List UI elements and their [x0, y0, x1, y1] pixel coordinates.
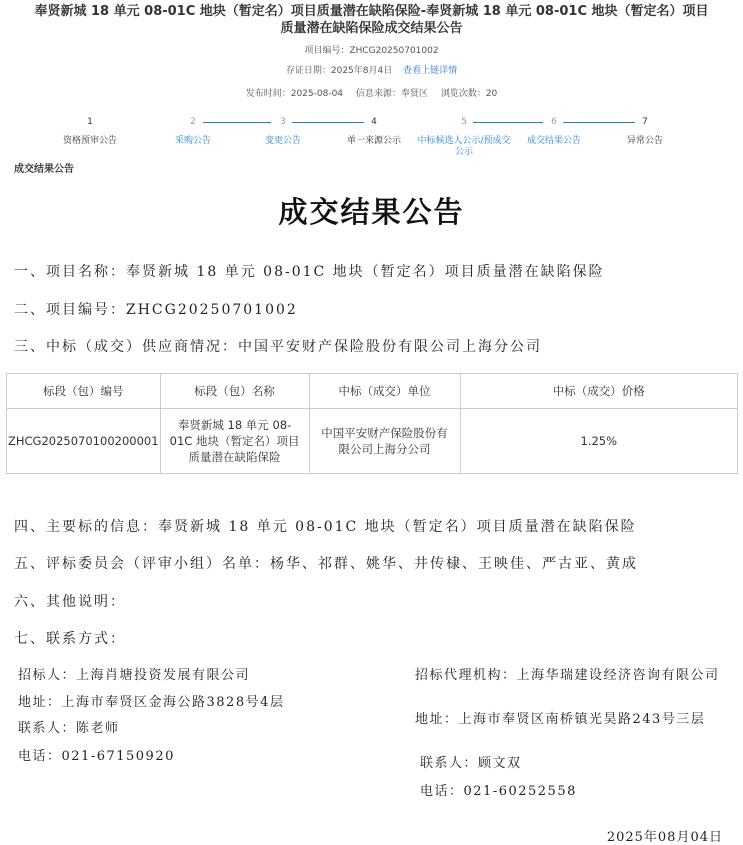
item-contact: 七、联系方式： — [14, 631, 126, 647]
table-header-row — [7, 374, 738, 409]
header-title-line1: 奉贤新城 18 单元 08-01C 地块（暂定名）项目质量潜在缺陷保险-奉贤新城 18 单元 08-01C 地块（暂定名）项目 — [34, 4, 709, 19]
table-header: 标段（包）名称 — [160, 374, 309, 409]
table-header: 标段（包）编号 — [7, 374, 161, 409]
agency-address: 地址：上海市奉贤区南桥镇光昊路243号三层 — [415, 712, 706, 727]
step-number: 5 — [461, 117, 467, 127]
table-row — [7, 409, 738, 474]
tenderer: 招标人：上海肖塘投资发展有限公司 — [18, 668, 251, 683]
agency-phone: 电话：021-60252558 — [420, 784, 577, 799]
header-title-line2: 质量潜在缺陷保险成交结果公告 — [280, 21, 463, 36]
step-3[interactable] — [243, 116, 323, 147]
step-number: 7 — [642, 117, 648, 127]
step-2[interactable] — [153, 116, 233, 147]
step-6[interactable] — [514, 116, 594, 147]
item-supplier: 三、中标（成交）供应商情况：中国平安财产保险股份有限公司上海分公司 — [14, 339, 542, 355]
publish-time: 发布时间：2025-08-04 — [245, 89, 344, 99]
step-label: 中标候选人公示/预成交公示 — [417, 136, 511, 157]
table-cell: ZHCG2025070100200001 — [7, 409, 161, 474]
step-label: 成交结果公告 — [526, 136, 581, 146]
publish-info — [0, 86, 743, 99]
agency: 招标代理机构：上海华瑞建设经济咨询有限公司 — [415, 668, 720, 683]
process-steps — [0, 116, 743, 166]
item-committee: 五、评标委员会（评审小组）名单：杨华、祁群、姚华、井传棣、王映佳、严古亚、黄成 — [14, 556, 638, 572]
step-number: 6 — [551, 117, 557, 127]
tenderer-phone: 电话：021-67150920 — [18, 749, 175, 764]
step-4[interactable] — [334, 116, 414, 147]
view-count: 浏览次数：20 — [440, 89, 498, 99]
tenderer-address: 地址：上海市奉贤区金海公路3828号4层 — [18, 695, 285, 710]
step-label: 变更公告 — [264, 136, 301, 146]
chain-detail-link[interactable]: 查看上链详情 — [403, 66, 458, 76]
step-label: 资格预审公告 — [62, 136, 117, 146]
storage-info — [0, 63, 743, 76]
result-table — [6, 373, 738, 474]
project-number: 项目编号：ZHCG20250701002 — [304, 46, 439, 56]
step-7[interactable] — [605, 116, 685, 147]
agency-contact: 联系人：顾文双 — [420, 756, 522, 771]
announcement-header-title — [0, 3, 743, 37]
table-cell: 中国平安财产保险股份有限公司上海分公司 — [309, 409, 460, 474]
announcement-date: 2025年08月04日 — [606, 830, 723, 845]
page-title: 成交结果公告 — [278, 195, 465, 229]
step-number: 1 — [87, 117, 93, 127]
table-header: 中标（成交）价格 — [460, 374, 737, 409]
tenderer-contact: 联系人：陈老师 — [18, 721, 120, 736]
table-cell: 奉贤新城 18 单元 08-01C 地块（暂定名）项目质量潜在缺陷保险 — [160, 409, 309, 474]
item-project-number: 二、项目编号：ZHCG20250701002 — [14, 302, 298, 318]
step-1[interactable] — [50, 116, 130, 147]
item-other: 六、其他说明： — [14, 594, 126, 610]
step-number: 3 — [280, 117, 286, 127]
step-label: 单一来源公示 — [346, 136, 401, 146]
item-subject: 四、主要标的信息：奉贤新城 18 单元 08-01C 地块（暂定名）项目质量潜在缺陷保险 — [14, 519, 637, 535]
storage-date: 存证日期：2025年8月4日 — [285, 66, 393, 76]
section-tag: 成交结果公告 — [14, 164, 74, 175]
step-label: 异常公告 — [626, 136, 663, 146]
table-cell: 1.25% — [460, 409, 737, 474]
info-source: 信息来源：奉贤区 — [355, 89, 428, 99]
table-header: 中标（成交）单位 — [309, 374, 460, 409]
item-project-name: 一、项目名称：奉贤新城 18 单元 08-01C 地块（暂定名）项目质量潜在缺陷保险 — [14, 264, 605, 280]
step-5[interactable] — [414, 116, 514, 158]
step-number: 4 — [371, 117, 377, 127]
step-number: 2 — [190, 117, 196, 127]
step-label: 采购公告 — [174, 136, 211, 146]
